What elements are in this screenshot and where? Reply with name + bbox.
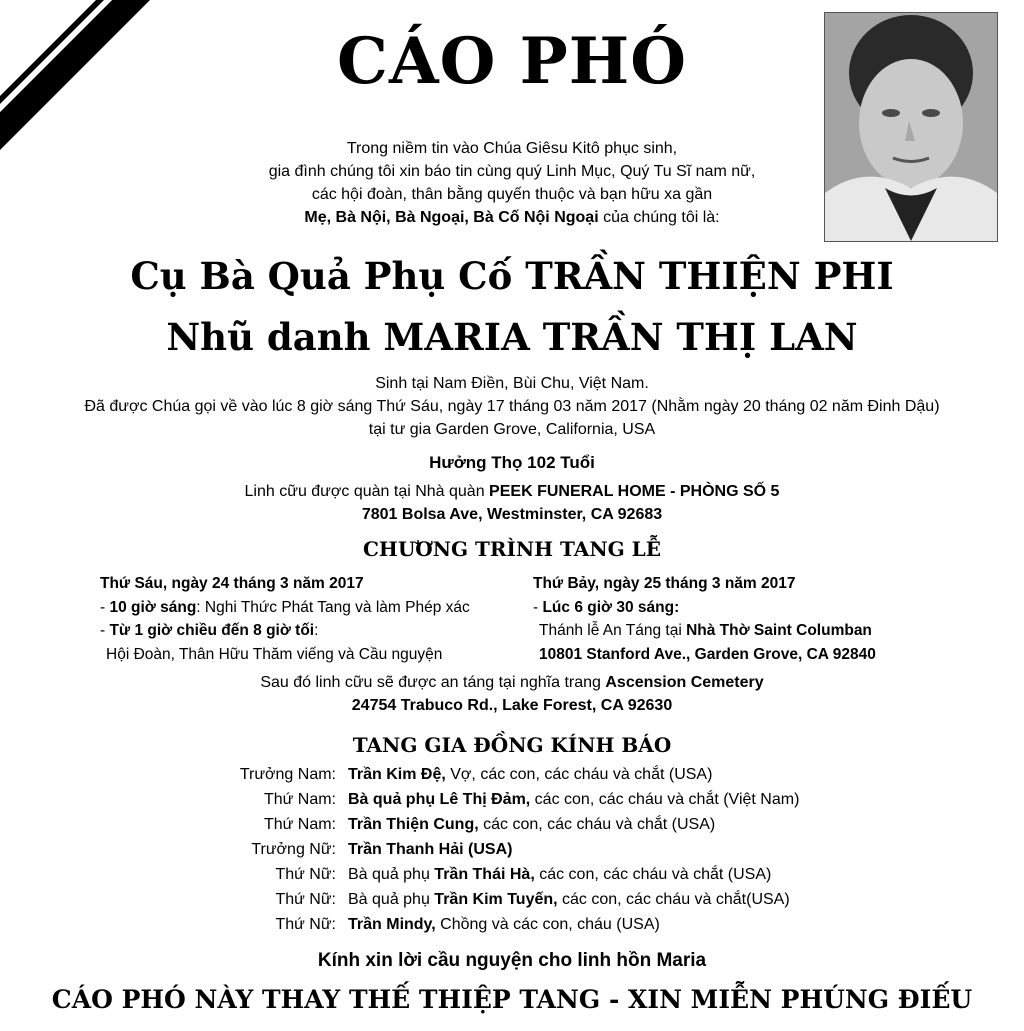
family-members: Trần Thiện Cung, các con, các cháu và chắt (USA) xyxy=(348,816,716,833)
family-role: Thứ Nam: xyxy=(263,816,336,833)
family-members: Bà quả phụ Trần Kim Tuyến, các con, các cháu và chắt(USA) xyxy=(348,891,790,908)
schedule-item-detail: Thánh lễ An Táng tại Nhà Thờ Saint Columban xyxy=(539,622,872,639)
funeral-home: PEEK FUNERAL HOME - PHÒNG SỐ 5 xyxy=(489,483,780,500)
family-row xyxy=(0,916,1024,941)
family-row xyxy=(0,866,1024,891)
deceased-maiden-name: Nhũ danh MARIA TRẦN THỊ LAN xyxy=(166,315,858,359)
death-details xyxy=(0,372,1024,441)
family-role: Thứ Nữ: xyxy=(275,891,336,908)
closing-notice: CÁO PHÓ NÀY THAY THẾ THIỆP TANG - XIN MIỄN PHÚNG ĐIẾU xyxy=(51,985,973,1014)
family-row xyxy=(0,816,1024,841)
schedule-day1 xyxy=(100,572,470,666)
schedule-day1-date: Thứ Sáu, ngày 24 tháng 3 năm 2017 xyxy=(100,575,364,592)
passing-info: Đã được Chúa gọi về vào lúc 8 giờ sáng Thứ Sáu, ngày 17 tháng 03 năm 2017 (Nhằm ngày 20 tháng 02 năm Đinh Dậu) xyxy=(84,398,940,415)
birthplace: Sinh tại Nam Điền, Bùi Chu, Việt Nam. xyxy=(375,375,649,392)
burial-line: Sau đó linh cữu sẽ được an táng tại nghĩa trang Ascension Cemetery xyxy=(260,674,764,691)
family-role: Trưởng Nam: xyxy=(239,766,336,783)
schedule-day2-date: Thứ Bảy, ngày 25 tháng 3 năm 2017 xyxy=(533,575,796,592)
family-members: Bà quả phụ Lê Thị Đảm, các con, các cháu và chắt (Việt Nam) xyxy=(348,791,800,808)
intro-text xyxy=(0,137,1024,229)
family-role: Trưởng Nữ: xyxy=(251,841,336,858)
viewing-info xyxy=(0,480,1024,526)
family-title: TANG GIA ĐỒNG KÍNH BÁO xyxy=(352,733,672,757)
family-row xyxy=(0,766,1024,791)
prayer-request: Kính xin lời cầu nguyện cho linh hồn Maria xyxy=(317,950,707,971)
intro-line: Trong niềm tin vào Chúa Giêsu Kitô phục sinh, xyxy=(346,140,678,157)
intro-line: gia đình chúng tôi xin báo tin cùng quý Linh Mục, Quý Tu Sĩ nam nữ, xyxy=(268,163,756,180)
family-list xyxy=(0,766,1024,941)
family-members: Trần Mindy, Chồng và các con, cháu (USA) xyxy=(348,916,660,933)
schedule-item: - Từ 1 giờ chiều đến 8 giờ tối: xyxy=(100,622,319,639)
intro-relations: Mẹ, Bà Nội, Bà Ngoại, Bà Cố Nội Ngoại xyxy=(304,209,599,226)
family-role: Thứ Nam: xyxy=(263,791,336,808)
schedule-item: - 10 giờ sáng: Nghi Thức Phát Tang và làm Phép xác xyxy=(100,598,470,616)
schedule-item: - Lúc 6 giờ 30 sáng: xyxy=(533,598,680,616)
family-row xyxy=(0,841,1024,866)
cemetery-address: 24754 Trabuco Rd., Lake Forest, CA 92630 xyxy=(351,697,673,714)
family-role: Thứ Nữ: xyxy=(275,916,336,933)
schedule-day2 xyxy=(533,572,876,666)
family-row xyxy=(0,791,1024,816)
viewing-prefix: Linh cữu được quàn tại Nhà quàn xyxy=(244,483,490,500)
family-members: Trần Thanh Hải (USA) xyxy=(348,841,513,858)
intro-line: các hội đoàn, thân bằng quyến thuộc và bạn hữu xa gần xyxy=(311,186,713,203)
family-members: Bà quả phụ Trần Thái Hà, các con, các cháu và chắt (USA) xyxy=(348,866,772,883)
burial-info xyxy=(0,671,1024,717)
viewing-line xyxy=(0,480,1024,503)
intro-line xyxy=(0,206,1024,229)
church-address: 10801 Stanford Ave., Garden Grove, CA 92840 xyxy=(539,645,876,663)
intro-tail: của chúng tôi là: xyxy=(598,209,720,226)
page-title: CÁO PHÓ xyxy=(337,24,687,99)
family-members: Trần Kim Đệ, Vợ, các con, các cháu và chắt (USA) xyxy=(348,766,713,783)
deceased-name: Cụ Bà Quả Phụ Cố TRẦN THIỆN PHI xyxy=(130,254,894,298)
program-title: CHƯƠNG TRÌNH TANG LỄ xyxy=(363,537,661,561)
schedule-item-detail: Hội Đoàn, Thân Hữu Thăm viếng và Cầu nguyện xyxy=(106,645,443,663)
passing-place: tại tư gia Garden Grove, California, USA xyxy=(368,421,656,438)
cemetery-name: Ascension Cemetery xyxy=(605,674,764,691)
viewing-address: 7801 Bolsa Ave, Westminster, CA 92683 xyxy=(361,506,663,523)
family-role: Thứ Nữ: xyxy=(275,866,336,883)
age-line: Hưởng Thọ 102 Tuổi xyxy=(429,453,595,472)
family-row xyxy=(0,891,1024,916)
